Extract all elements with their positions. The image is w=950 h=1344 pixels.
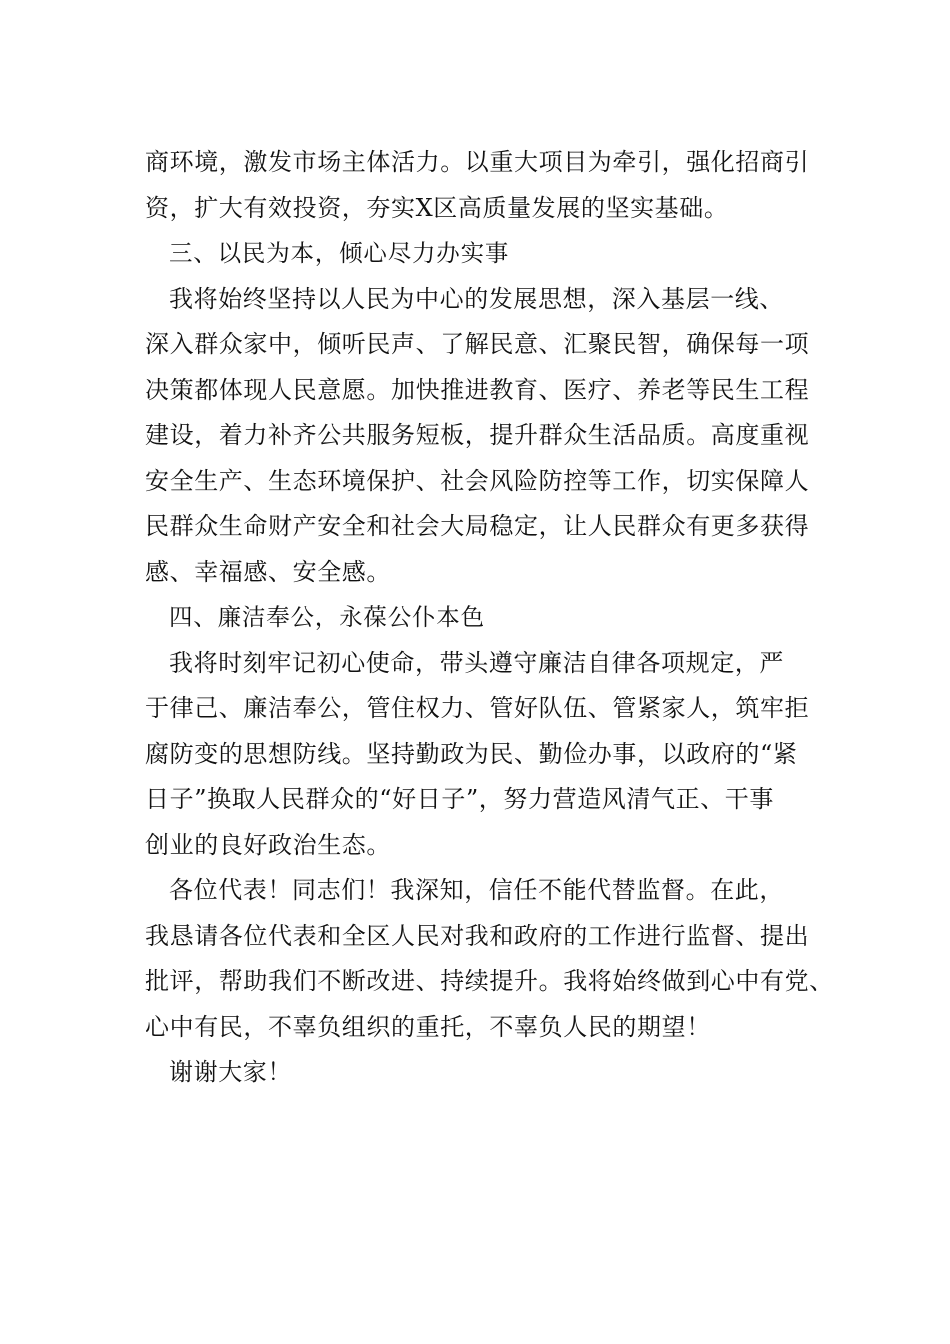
closing-line: 谢谢大家！ [169, 1058, 292, 1086]
paragraph-line: 腐防变的思想防线。坚持勤政为民、勤俭办事，以政府的“紧 [145, 739, 798, 768]
paragraph-line: 资，扩大有效投资，夯实X区高质量发展的坚实基础。 [145, 193, 729, 222]
paragraph-line: 安全生产、生态环境保护、社会风险防控等工作，切实保障人 [145, 466, 810, 495]
paragraph-line: 日子”换取人民群众的“好日子”，努力营造风清气正、干事 [145, 785, 775, 813]
paragraph-line: 我将始终坚持以人民为中心的发展思想，深入基层一线、 [169, 284, 784, 313]
section-heading-4: 四、廉洁奉公，永葆公仆本色 [169, 603, 485, 631]
paragraph-line: 创业的良好政治生态。 [145, 830, 391, 859]
paragraph-line: 批评，帮助我们不断改进、持续提升。我将始终做到心中有党、 [145, 967, 834, 995]
section-heading-3: 三、以民为本，倾心尽力办实事 [169, 239, 510, 267]
document-body [145, 140, 834, 1096]
paragraph-line: 深入群众家中，倾听民声、了解民意、汇聚民智，确保每一项 [145, 330, 810, 358]
paragraph-line: 我恳请各位代表和全区人民对我和政府的工作进行监督、提出 [145, 921, 810, 950]
paragraph-line: 建设，着力补齐公共服务短板，提升群众生活品质。高度重视 [145, 421, 810, 449]
paragraph-line: 心中有民，不辜负组织的重托，不辜负人民的期望！ [145, 1012, 711, 1041]
paragraph-line: 决策都体现人民意愿。加快推进教育、医疗、养老等民生工程 [145, 375, 810, 404]
paragraph-line: 于律己、廉洁奉公，管住权力、管好队伍、管紧家人，筑牢拒 [145, 694, 810, 722]
paragraph-line: 商环境，激发市场主体活力。以重大项目为牵引，强化招商引 [145, 148, 810, 176]
paragraph-line: 各位代表！同志们！我深知，信任不能代替监督。在此， [169, 876, 784, 904]
paragraph-line: 我将时刻牢记初心使命，带头遵守廉洁自律各项规定，严 [169, 648, 784, 677]
paragraph-line: 民群众生命财产安全和社会大局稳定，让人民群众有更多获得 [145, 512, 810, 540]
paragraph-line: 感、幸福感、安全感。 [145, 557, 391, 586]
